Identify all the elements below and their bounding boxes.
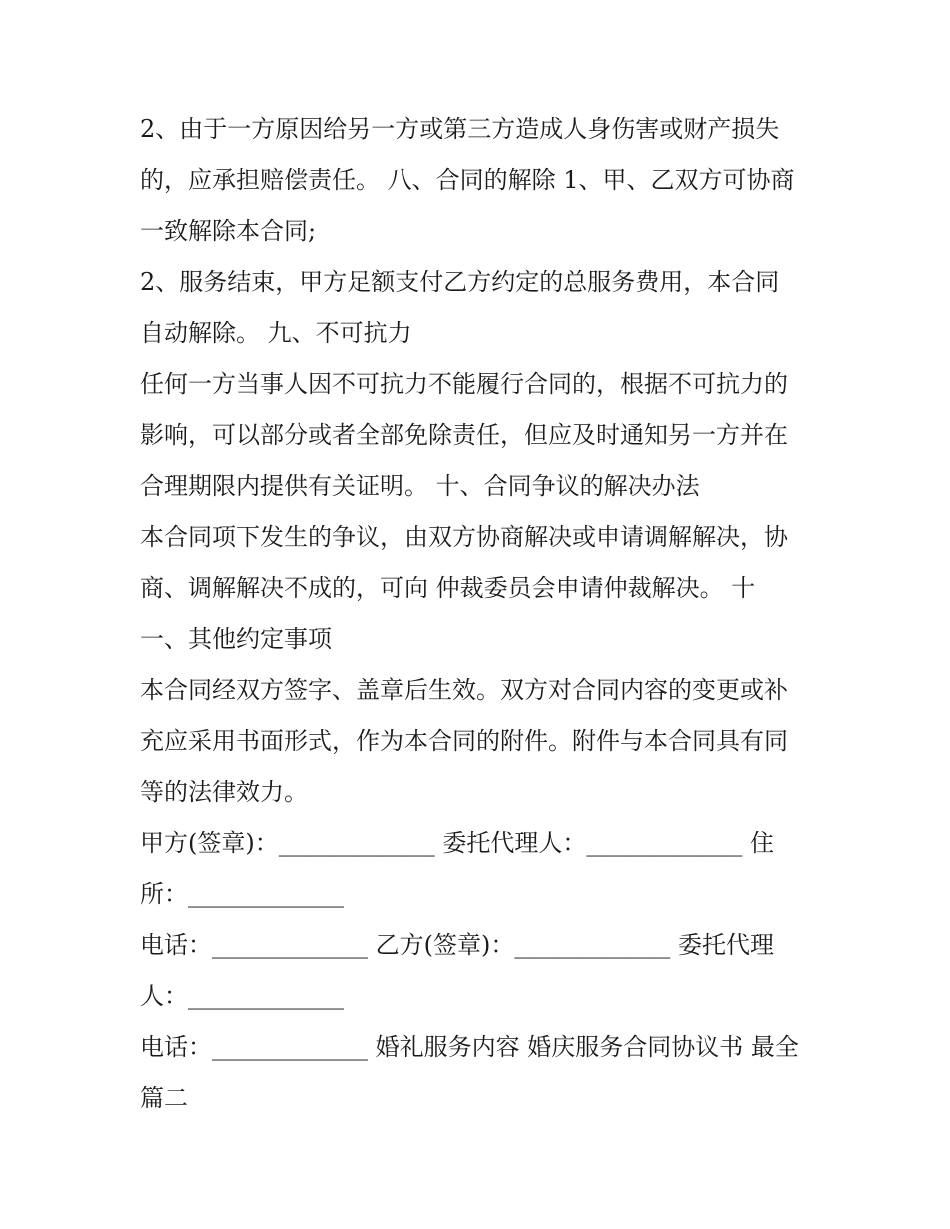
signature-line: 人：_____________ bbox=[140, 982, 344, 1010]
text-line: 的，应承担赔偿责任。 八、合同的解除 1、甲、乙双方可协商 bbox=[140, 166, 795, 194]
text-line: 一、其他约定事项 bbox=[140, 625, 332, 653]
text-line: 本合同经双方签字、盖章后生效。双方对合同内容的变更或补 bbox=[140, 676, 788, 704]
text-line: 等的法律效力。 bbox=[140, 778, 308, 806]
text-line: 一致解除本合同; bbox=[140, 217, 317, 245]
text-line: 商、调解解决不成的，可向 仲裁委员会申请仲裁解决。 十 bbox=[140, 574, 756, 602]
text-line: 充应采用书面形式，作为本合同的附件。附件与本合同具有同 bbox=[140, 727, 788, 755]
signature-line: 电话：_____________ 婚礼服务内容 婚庆服务合同协议书 最全 bbox=[140, 1033, 799, 1061]
text-line: 自动解除。 九、不可抗力 bbox=[140, 319, 412, 347]
text-line: 任何一方当事人因不可抗力不能履行合同的，根据不可抗力的 bbox=[140, 370, 788, 398]
text-line: 本合同项下发生的争议，由双方协商解决或申请调解解决，协 bbox=[140, 523, 788, 551]
document-body bbox=[140, 104, 820, 1124]
signature-line: 所：_____________ bbox=[140, 880, 344, 908]
text-line: 合理期限内提供有关证明。 十、合同争议的解决办法 bbox=[140, 472, 700, 500]
text-line: 2、由于一方原因给另一方或第三方造成人身伤害或财产损失 bbox=[140, 115, 780, 143]
section-heading: 篇二 bbox=[140, 1084, 188, 1112]
text-line: 影响，可以部分或者全部免除责任，但应及时通知另一方并在 bbox=[140, 421, 788, 449]
signature-line: 甲方(签章)：_____________ 委托代理人：_____________ 住 bbox=[140, 829, 774, 857]
signature-line: 电话：_____________ 乙方(签章)：_____________ 委托代理 bbox=[140, 931, 774, 959]
text-line: 2、服务结束，甲方足额支付乙方约定的总服务费用，本合同 bbox=[140, 268, 780, 296]
